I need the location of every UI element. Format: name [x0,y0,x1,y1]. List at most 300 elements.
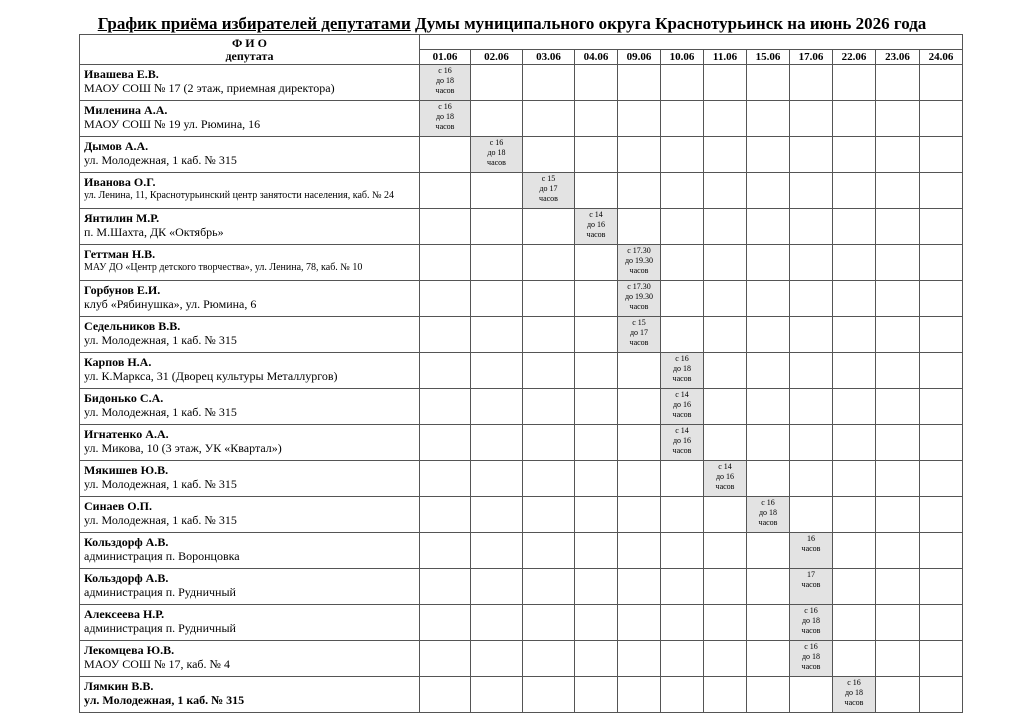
empty-cell [920,569,963,605]
table-row [80,569,963,605]
empty-cell [618,173,661,209]
empty-cell [618,605,661,641]
reception-time-cell [833,677,876,713]
empty-cell [661,569,704,605]
reception-time-cell [618,317,661,353]
empty-cell [920,209,963,245]
reception-place: ул. Микова, 10 (3 этаж, УК «Квартал») [84,441,282,455]
empty-cell [618,461,661,497]
empty-cell [704,281,747,317]
table-row [80,65,963,101]
empty-cell [471,569,523,605]
table-row [80,281,963,317]
reception-time-line: до 18 [672,364,692,373]
reception-time-cell [420,101,471,137]
reception-time-line: с 16 [438,102,452,111]
deputy-name: Кольздорф А.В. [84,535,169,549]
deputy-cell [80,101,420,137]
empty-cell [420,425,471,461]
deputy-name: Игнатенко А.А. [84,427,169,441]
date-header: 04.06 [575,50,618,65]
empty-cell [420,461,471,497]
table-row [80,425,963,461]
reception-time-line: часов [844,698,864,707]
table-row [80,209,963,245]
empty-cell [920,173,963,209]
empty-cell [747,425,790,461]
reception-time-line: до 16 [672,400,692,409]
reception-time-cell [790,569,833,605]
date-header: 17.06 [790,50,833,65]
empty-cell [661,497,704,533]
table-row [80,101,963,137]
empty-cell [876,533,920,569]
empty-cell [747,353,790,389]
empty-cell [575,137,618,173]
empty-cell [747,461,790,497]
empty-cell [833,497,876,533]
date-header: 02.06 [471,50,523,65]
empty-cell [790,137,833,173]
empty-cell [420,533,471,569]
empty-cell [661,65,704,101]
empty-cell [575,425,618,461]
reception-time-line: до 18 [487,148,506,157]
empty-cell [704,641,747,677]
empty-cell [575,389,618,425]
empty-cell [704,317,747,353]
empty-cell [747,173,790,209]
empty-cell [575,101,618,137]
empty-cell [876,317,920,353]
empty-cell [876,425,920,461]
empty-cell [704,101,747,137]
empty-cell [920,461,963,497]
empty-cell [471,65,523,101]
reception-place: ул. К.Маркса, 31 (Дворец культуры Металлургов) [84,369,338,383]
document-title [0,14,1024,34]
empty-cell [523,137,575,173]
reception-time-line: часов [435,122,455,131]
empty-cell [876,353,920,389]
reception-time-line: до 18 [801,616,821,625]
empty-cell [523,497,575,533]
empty-cell [420,245,471,281]
reception-place: ул. Молодежная, 1 каб. № 315 [84,333,237,347]
reception-place: ул. Молодежная, 1 каб. № 315 [84,477,237,491]
deputy-name: Карпов Н.А. [84,355,152,369]
reception-time-line: часов [629,338,649,347]
empty-cell [876,389,920,425]
date-header: 23.06 [876,50,920,65]
reception-time-line: часов [801,626,821,635]
empty-cell [790,173,833,209]
empty-cell [523,101,575,137]
empty-cell [833,605,876,641]
empty-cell [661,281,704,317]
deputy-cell [80,245,420,281]
deputy-name: Седельников В.В. [84,319,181,333]
empty-cell [876,65,920,101]
date-header: 11.06 [704,50,747,65]
empty-cell [833,101,876,137]
empty-cell [420,281,471,317]
reception-time-line: часов [539,194,558,203]
empty-cell [920,137,963,173]
deputy-cell [80,497,420,533]
deputy-name: Лямкин В.В. [84,679,154,693]
empty-cell [704,569,747,605]
empty-cell [575,641,618,677]
reception-time-cell [747,497,790,533]
empty-cell [704,533,747,569]
reception-time-line: 17 [807,570,815,579]
reception-time-line: 16 [807,534,815,543]
date-header: 22.06 [833,50,876,65]
empty-cell [661,461,704,497]
reception-time-line: до 19.30 [624,256,654,265]
date-header: 10.06 [661,50,704,65]
reception-place: ул. Молодежная, 1 каб. № 315 [84,405,237,419]
empty-cell [747,209,790,245]
reception-place: МАОУ СОШ № 19 ул. Рюмина, 16 [84,117,261,131]
empty-cell [920,677,963,713]
reception-time-line: до 18 [844,688,864,697]
empty-cell [618,533,661,569]
empty-cell [523,677,575,713]
reception-time-cell [618,245,661,281]
empty-cell [618,497,661,533]
empty-cell [618,425,661,461]
reception-time-line: с 16 [761,498,775,507]
deputy-name: Геттман Н.В. [84,247,156,261]
reception-time-line: до 18 [435,112,455,121]
empty-cell [876,173,920,209]
empty-cell [704,65,747,101]
deputy-cell [80,137,420,173]
deputy-header-label: депутата [225,49,274,63]
date-header: 15.06 [747,50,790,65]
reception-place: администрация п. Воронцовка [84,549,240,563]
empty-cell [575,65,618,101]
empty-cell [790,317,833,353]
empty-cell [471,281,523,317]
deputy-cell [80,425,420,461]
empty-cell [661,317,704,353]
empty-cell [790,353,833,389]
reception-time-line: с 15 [541,174,556,183]
empty-cell [523,641,575,677]
deputy-cell [80,209,420,245]
table-row [80,641,963,677]
empty-cell [747,281,790,317]
empty-cell [471,677,523,713]
empty-cell [575,497,618,533]
empty-cell [920,281,963,317]
reception-time-line: часов [758,518,778,527]
reception-time-cell [790,533,833,569]
table-row [80,137,963,173]
fio-header-label: Ф И О [232,36,267,50]
deputy-name: Дымов А.А. [84,139,149,153]
reception-time-cell [471,137,523,173]
reception-time-line: с 14 [718,462,732,471]
empty-cell [523,317,575,353]
empty-cell [704,389,747,425]
reception-time-cell [790,605,833,641]
deputy-name: Иванова О.Г. [84,175,156,189]
empty-cell [471,533,523,569]
deputy-name: Янтилин М.Р. [84,211,160,225]
empty-cell [661,641,704,677]
empty-cell [704,173,747,209]
empty-cell [471,605,523,641]
empty-cell [575,461,618,497]
empty-cell [876,641,920,677]
empty-cell [833,425,876,461]
date-header: 01.06 [420,50,471,65]
empty-cell [575,533,618,569]
empty-cell [471,461,523,497]
empty-cell [420,353,471,389]
reception-time-line: часов [586,230,606,239]
table-row [80,605,963,641]
reception-time-line: с 16 [489,138,504,147]
empty-cell [704,353,747,389]
empty-cell [704,425,747,461]
empty-cell [618,101,661,137]
empty-cell [876,281,920,317]
deputy-name: Бидонько С.А. [84,391,164,405]
deputy-cell [80,569,420,605]
table-row [80,173,963,209]
empty-cell [833,281,876,317]
reception-time-line: часов [801,580,821,589]
empty-cell [471,317,523,353]
schedule-body [80,65,963,713]
deputy-name: Алексеева Н.Р. [84,607,165,621]
empty-cell [661,173,704,209]
reception-place: администрация п. Рудничный [84,621,236,635]
reception-place: ул. Молодежная, 1 каб. № 315 [84,693,245,707]
reception-time-cell [661,425,704,461]
empty-cell [790,65,833,101]
reception-time-line: до 16 [586,220,606,229]
empty-cell [833,461,876,497]
table-row [80,317,963,353]
empty-cell [790,497,833,533]
reception-time-line: с 16 [675,354,689,363]
date-header: 03.06 [523,50,575,65]
reception-time-line: часов [672,374,692,383]
empty-cell [876,569,920,605]
empty-cell [471,245,523,281]
table-row [80,533,963,569]
reception-time-line: до 17 [629,328,649,337]
empty-cell [704,209,747,245]
empty-cell [618,641,661,677]
reception-time-cell [420,65,471,101]
empty-cell [920,641,963,677]
deputy-name: Ивашева Е.В. [84,67,159,81]
empty-cell [471,641,523,677]
date-header: 09.06 [618,50,661,65]
empty-cell [618,569,661,605]
reception-time-line: до 19.30 [624,292,654,301]
empty-cell [833,137,876,173]
empty-cell [523,461,575,497]
empty-cell [790,245,833,281]
empty-cell [876,245,920,281]
empty-cell [747,101,790,137]
deputy-name: Миленина А.А. [84,103,168,117]
reception-time-line: до 16 [672,436,692,445]
empty-cell [575,353,618,389]
empty-cell [575,317,618,353]
empty-cell [876,209,920,245]
reception-time-cell [661,353,704,389]
empty-cell [523,605,575,641]
reception-time-line: часов [672,446,692,455]
empty-cell [704,605,747,641]
reception-place: администрация п. Рудничный [84,585,236,599]
empty-cell [747,65,790,101]
deputy-cell [80,353,420,389]
empty-cell [920,245,963,281]
empty-cell [747,137,790,173]
empty-cell [876,677,920,713]
deputy-cell [80,461,420,497]
empty-cell [920,65,963,101]
table-row [80,677,963,713]
reception-time-line: с 15 [632,318,646,327]
empty-cell [575,569,618,605]
empty-cell [471,389,523,425]
reception-time-line: с 14 [589,210,603,219]
reception-time-line: с 14 [675,426,689,435]
title-rest: Думы муниципального округа Краснотурьинск на июнь 2026 года [410,14,927,33]
reception-time-line: до 18 [435,76,455,85]
empty-cell [747,245,790,281]
empty-cell [661,533,704,569]
empty-cell [661,605,704,641]
empty-cell [790,101,833,137]
empty-cell [790,209,833,245]
empty-cell [833,641,876,677]
reception-time-line: часов [629,302,649,311]
empty-cell [523,281,575,317]
empty-cell [420,641,471,677]
empty-cell [790,461,833,497]
reception-time-line: до 18 [801,652,821,661]
reception-time-cell [523,173,575,209]
reception-time-line: с 16 [804,642,818,651]
empty-cell [471,425,523,461]
deputy-cell [80,65,420,101]
empty-cell [747,569,790,605]
empty-cell [920,497,963,533]
empty-cell [833,245,876,281]
reception-time-line: с 17.30 [627,282,651,291]
empty-cell [747,605,790,641]
empty-cell [747,533,790,569]
deputy-name: Синаев О.П. [84,499,152,513]
empty-cell [833,569,876,605]
empty-cell [661,209,704,245]
reception-time-cell [575,209,618,245]
reception-time-line: до 18 [758,508,778,517]
empty-cell [790,389,833,425]
empty-cell [523,569,575,605]
empty-cell [876,101,920,137]
empty-cell [790,677,833,713]
empty-cell [420,389,471,425]
reception-time-line: часов [801,544,821,553]
deputy-name: Кольздорф А.В. [84,571,169,585]
empty-cell [747,389,790,425]
table-row [80,497,963,533]
empty-cell [833,173,876,209]
empty-cell [876,461,920,497]
reception-place: МАУ ДО «Центр детского творчества», ул. Ленина, 78, каб. № 10 [84,262,363,273]
reception-time-line: с 17.30 [627,246,651,255]
title-underlined-part: График приёма избирателей депутатами [97,14,411,33]
table-row [80,353,963,389]
empty-cell [661,677,704,713]
fio-header [80,35,420,65]
deputy-name: Лекомцева Ю.В. [84,643,175,657]
empty-cell [471,173,523,209]
empty-cell [833,209,876,245]
empty-cell [920,353,963,389]
empty-cell [471,497,523,533]
deputy-cell [80,605,420,641]
empty-cell [833,353,876,389]
empty-cell [420,317,471,353]
reception-place: п. М.Шахта, ДК «Октябрь» [84,225,224,239]
table-row [80,245,963,281]
reception-time-cell [704,461,747,497]
empty-cell [833,533,876,569]
deputy-name: Горбунов Е.И. [84,283,161,297]
empty-cell [790,425,833,461]
empty-cell [523,425,575,461]
empty-cell [920,389,963,425]
empty-cell [471,101,523,137]
empty-cell [790,281,833,317]
empty-cell [747,317,790,353]
reception-time-line: с 14 [675,390,689,399]
reception-time-cell [661,389,704,425]
deputy-cell [80,641,420,677]
date-header: 24.06 [920,50,963,65]
reception-time-line: часов [672,410,692,419]
empty-cell [523,65,575,101]
reception-time-line: часов [801,662,821,671]
reception-time-line: до 17 [539,184,558,193]
empty-cell [618,137,661,173]
reception-place: ул. Ленина, 11, Краснотурьинский центр занятости населения, каб. № 24 [84,190,395,201]
empty-cell [920,425,963,461]
empty-cell [833,65,876,101]
empty-cell [575,677,618,713]
empty-cell [704,137,747,173]
table-row [80,389,963,425]
deputy-cell [80,677,420,713]
reception-time-line: до 16 [715,472,735,481]
empty-cell [704,245,747,281]
deputy-cell [80,281,420,317]
